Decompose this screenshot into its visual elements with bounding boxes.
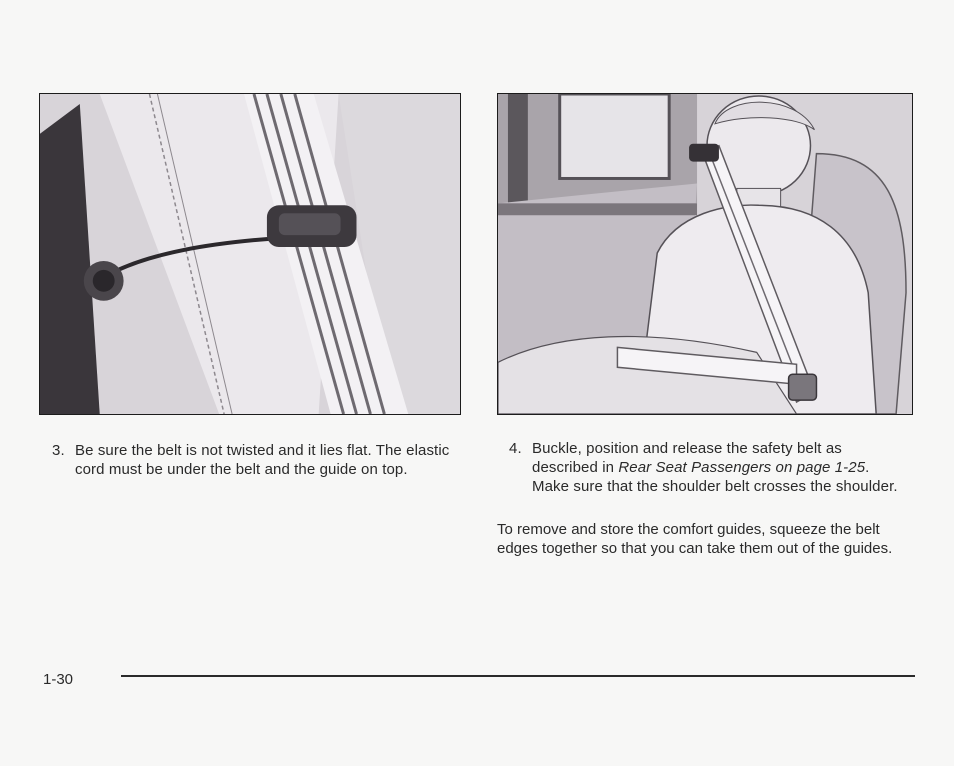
child-belt-drawing	[498, 94, 912, 414]
child-seated-with-belt-illustration	[497, 93, 913, 415]
step-4-text-before: Buckle, position and release the safety belt as described in	[532, 440, 842, 476]
step-4	[509, 439, 909, 496]
step-3-text: Be sure the belt is not twisted and it lies flat. The elastic cord must be under the belt and the guide on top.	[75, 442, 450, 478]
comfort-guide-drawing	[40, 94, 460, 414]
step-3-number: 3.	[52, 442, 65, 459]
step-3	[52, 441, 452, 479]
step-4-text-after: . Make sure that the shoulder belt crosses the shoulder.	[532, 459, 898, 495]
footer-rule	[121, 675, 915, 677]
page-number: 1-30	[43, 671, 74, 688]
remove-guides-paragraph: To remove and store the comfort guides, squeeze the belt edges together so that you can take them out of the guides.	[497, 521, 893, 557]
comfort-guide-illustration	[39, 93, 461, 415]
rear-seat-passengers-reference[interactable]: Rear Seat Passengers on page 1-25	[618, 459, 866, 476]
step-4-text	[532, 439, 909, 496]
step-4-number: 4.	[509, 440, 522, 457]
